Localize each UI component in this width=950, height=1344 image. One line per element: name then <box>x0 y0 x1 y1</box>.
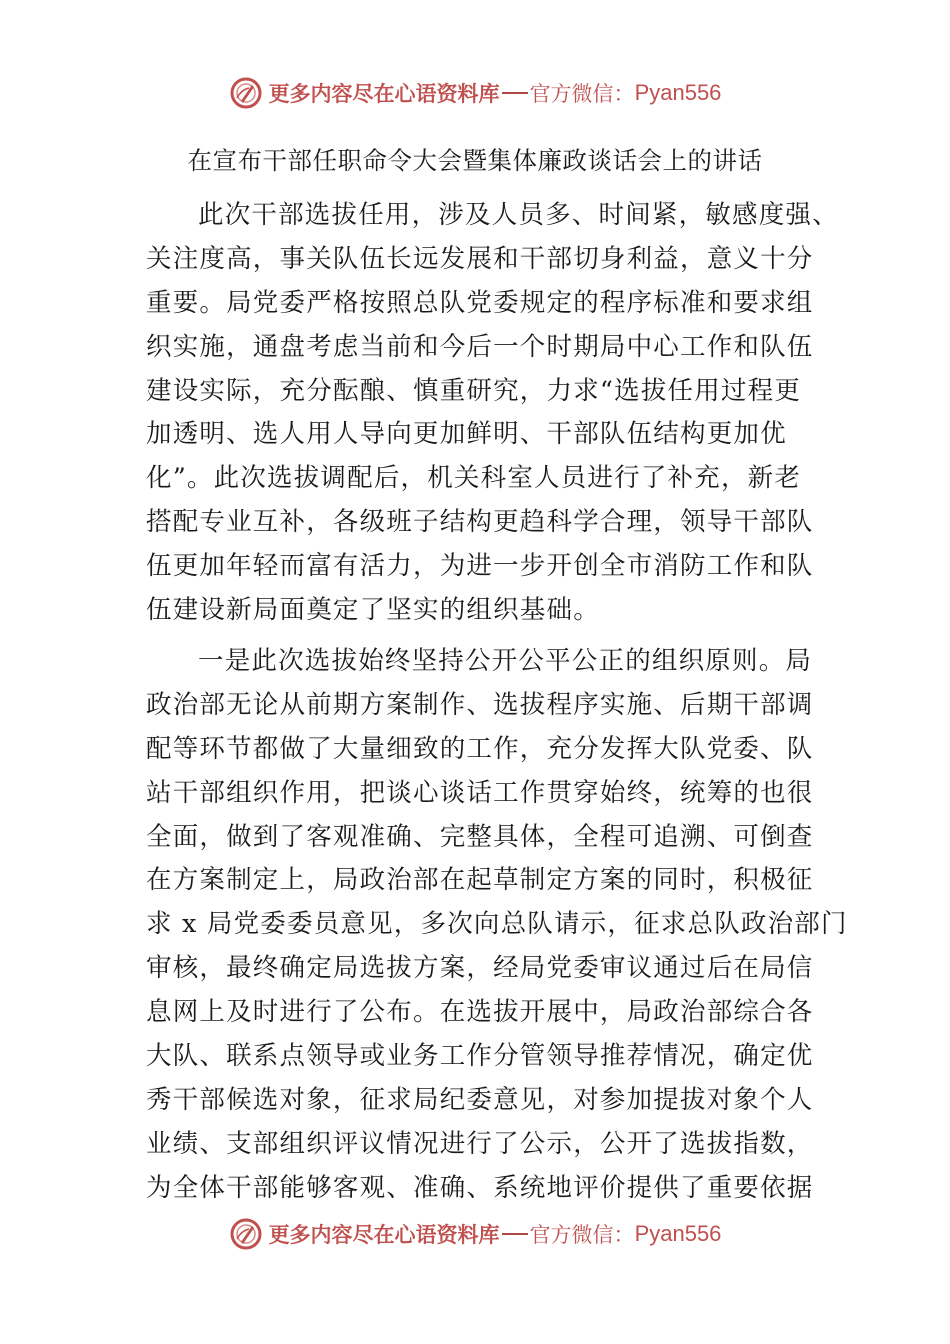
paragraph-line: 站干部组织作用，把谈心谈话工作贯穿始终，统筹的也很 <box>146 777 814 808</box>
paragraph-line: 在方案制定上，局政治部在起草制定方案的同时，积极征 <box>146 865 814 896</box>
paragraph-line: 搭配专业互补，各级班子结构更趋科学合理，领导干部队 <box>146 507 814 538</box>
paragraph-line: 伍更加年轻而富有活力，为进一步开创全市消防工作和队 <box>146 551 814 582</box>
watermark-banner-top <box>0 71 950 115</box>
paragraph-line: 息网上及时进行了公布。在选拔开展中，局政治部综合各 <box>146 997 814 1028</box>
watermark-dash <box>502 1233 528 1235</box>
paragraph-line: 业绩、支部组织评议情况进行了公示，公开了选拔指数， <box>146 1128 814 1159</box>
watermark-banner-bottom <box>0 1212 950 1256</box>
watermark-lead-text: 更多内容尽在心语资料库 <box>268 81 500 106</box>
paragraph-line: 秀干部候选对象，征求局纪委意见，对参加提拔对象个人 <box>146 1084 814 1115</box>
paragraph-line: 配等环节都做了大量细致的工作，充分发挥大队党委、队 <box>146 733 814 764</box>
paragraph-line: 大队、联系点领导或业务工作分管领导推荐情况，确定优 <box>146 1041 814 1072</box>
paragraph-line: 建设实际，充分酝酿、慎重研究，力求“选拔任用过程更 <box>146 375 802 406</box>
pen-nib-logo-icon <box>229 1217 263 1251</box>
watermark-account: Pyan556 <box>634 1221 722 1246</box>
document-title: 在宣布干部任职命令大会暨集体廉政谈话会上的讲话 <box>187 146 763 175</box>
paragraph-line: 化”。此次选拔调配后，机关科室人员进行了补充，新老 <box>146 463 802 494</box>
paragraph-line: 重要。局党委严格按照总队党委规定的程序标准和要求组 <box>146 287 814 318</box>
paragraph-line: 审核，最终确定局选拔方案，经局党委审议通过后在局信 <box>146 953 814 984</box>
paragraph-line: 为全体干部能够客观、准确、系统地评价提供了重要依据 <box>146 1172 814 1203</box>
watermark-dash <box>502 92 528 94</box>
paragraph-1 <box>146 194 846 633</box>
paragraph-line: 此次干部选拔任用，涉及人员多、时间紧，敏感度强、 <box>198 200 839 230</box>
watermark-wechat-label: 官方微信： <box>529 1223 635 1247</box>
watermark-wechat-label: 官方微信： <box>529 82 635 106</box>
paragraph-2 <box>146 640 846 1211</box>
paragraph-line: 政治部无论从前期方案制作、选拔程序实施、后期干部调 <box>146 689 814 720</box>
paragraph-line: 一是此次选拔始终坚持公开公平公正的组织原则。局 <box>198 646 813 676</box>
paragraph-line: 关注度高，事关队伍长远发展和干部切身利益，意义十分 <box>146 243 814 274</box>
paragraph-line: 加透明、选人用人导向更加鲜明、干部队伍结构更加优 <box>146 419 787 450</box>
watermark-lead-text: 更多内容尽在心语资料库 <box>268 1222 500 1247</box>
paragraph-line: 全面，做到了客观准确、完整具体，全程可追溯、可倒查 <box>146 821 814 852</box>
paragraph-line: 伍建设新局面奠定了坚实的组织基础。 <box>146 595 600 626</box>
watermark-account: Pyan556 <box>634 80 722 105</box>
pen-nib-logo-icon <box>229 76 263 110</box>
paragraph-line: 织实施，通盘考虑当前和今后一个时期局中心工作和队伍 <box>146 331 814 362</box>
paragraph-line: 求 x 局党委委员意见，多次向总队请示，征求总队政治部门 <box>146 909 848 940</box>
